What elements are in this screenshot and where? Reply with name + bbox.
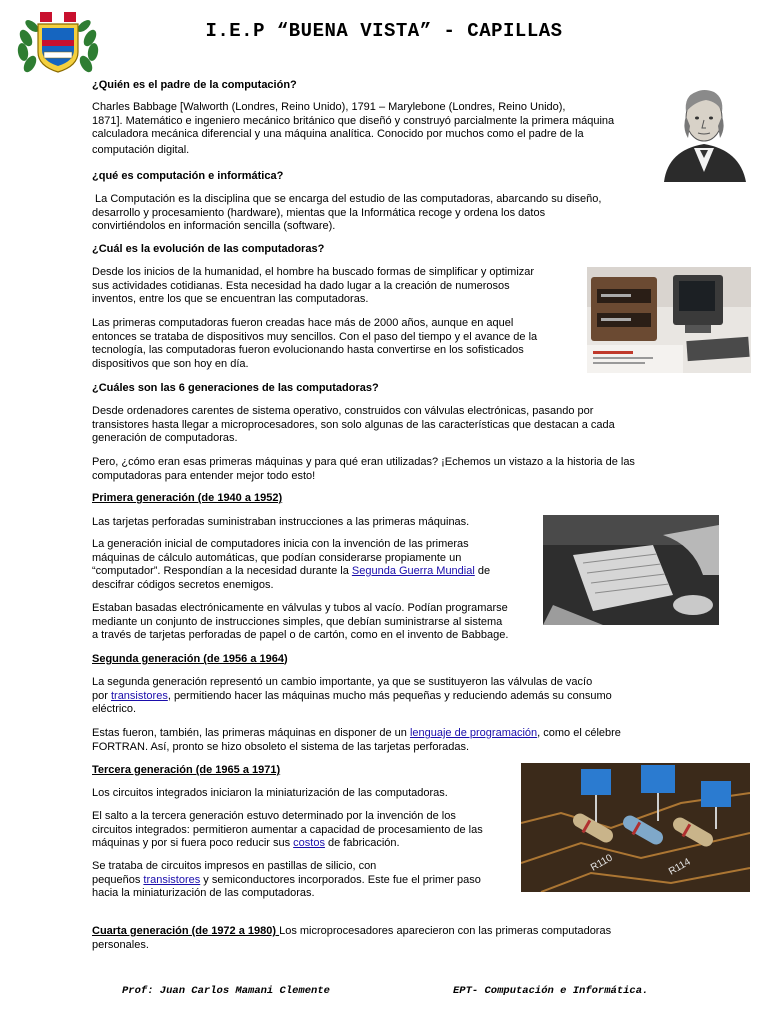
text-line: descifrar códigos secretos enemigos.	[92, 578, 274, 591]
text-line: Se trataba de circuitos impresos en pastillas de silicio, con	[92, 860, 377, 872]
text-span: y semiconductores incorporados. Este fue el primer paso	[200, 873, 481, 886]
gen2-paragraph-2	[92, 727, 621, 754]
text-line: hacia la miniaturización de las computadoras.	[92, 887, 315, 899]
text-line	[92, 874, 481, 888]
link-costos[interactable]: costos	[293, 837, 325, 849]
text-span: , permitiendo hacer las máquinas mucho más pequeñas y reduciendo además su consumo	[167, 689, 612, 702]
text-line: El salto a la tercera generación estuvo determinado por la invención de los	[92, 810, 456, 822]
text-line: Estaban basadas electrónicamente en válvulas y tubos al vacío. Podían programarse	[92, 602, 508, 614]
text-line: generación de computadoras.	[92, 432, 238, 444]
text-line: mediante un conjunto de instrucciones simples, que debían suministrarse al sistema	[92, 615, 503, 628]
school-crest-logo	[14, 8, 102, 76]
text-line: entonces se trataba de dispositivos muy sencillos. Con el paso del tiempo y el avance de la	[92, 330, 538, 343]
question-evolution: ¿Cuál es la evolución de las computadoras?	[92, 243, 325, 255]
text-line: dispositivos que son hoy en día.	[92, 357, 249, 370]
text-line: eléctrico.	[92, 703, 137, 715]
text-line	[92, 727, 621, 741]
text-span: máquinas y por si fuera poco reducir sus	[92, 837, 294, 849]
gen3-paragraph-3	[92, 860, 481, 901]
text-line: Desde ordenadores carentes de sistema operativo, construidos con válvulas electrónicas, pasando por	[92, 405, 594, 417]
text-line	[92, 565, 490, 579]
gen3-paragraph-2	[92, 810, 483, 851]
text-line: Pero, ¿cómo eran esas primeras máquinas y para qué eran utilizadas? ¡Echemos un vistazo a la historia de las	[92, 456, 635, 468]
text-line: Desde los inicios de la humanidad, el hombre ha buscado formas de simplificar y optimizar	[92, 266, 535, 278]
gen1-paragraph-3	[92, 602, 508, 643]
generations-paragraph-2	[92, 456, 635, 483]
babbage-portrait-image	[656, 76, 752, 182]
text-line: La segunda generación representó un cambio importante, ya que se sustituyeron las válvulas de vacío	[92, 676, 593, 688]
link-transistores-2[interactable]: transistores	[143, 873, 201, 886]
text-line: Las primeras computadoras fueron creadas hace más de 2000 años, aunque en aquel	[92, 317, 514, 329]
generations-paragraph-1	[92, 405, 615, 446]
text-span: , como el célebre	[537, 727, 621, 739]
text-line: inventos, entre los que se encuentran las computadoras.	[92, 293, 369, 305]
link-segunda-guerra-mundial[interactable]: Segunda Guerra Mundial	[351, 565, 475, 577]
circuit-board-image	[521, 763, 750, 892]
gen2-paragraph-1	[92, 676, 612, 717]
babbage-paragraph	[92, 101, 614, 157]
text-line	[92, 690, 612, 704]
text-line: sus actividades cotidianas. Esta necesidad ha dado lugar a la creación de numerosos	[92, 279, 510, 292]
computing-definition-paragraph	[92, 193, 601, 234]
text-span: de	[474, 565, 491, 577]
text-line: transistores hasta llegar a microprocesadores, son solo algunas de las características que destacan a cada	[92, 418, 615, 431]
gen1-paragraph-1: Las tarjetas perforadas suministraban instrucciones a las primeras máquinas.	[92, 516, 470, 528]
text-line	[92, 837, 483, 851]
link-transistores[interactable]: transistores	[110, 689, 168, 702]
vintage-computers-image	[587, 267, 751, 373]
evolution-paragraph-1	[92, 266, 534, 307]
resistor-label-r110: R110	[589, 852, 615, 874]
text-span: Los microprocesadores aparecieron con las primeras computadoras	[279, 925, 612, 937]
link-lenguaje-de-programacion[interactable]: lenguaje de programación	[409, 727, 538, 739]
punch-card-machine-image	[543, 515, 719, 625]
text-line: Charles Babbage [Walworth (Londres, Reino Unido), 1791 – Marylebone (Londres, Reino Unido),	[92, 101, 566, 113]
text-line: La Computación es la disciplina que se encarga del estudio de las computadoras, abarcando su diseño,	[92, 193, 602, 205]
text-span: por	[92, 689, 111, 702]
heading-third-generation: Tercera generación (de 1965 a 1971)	[92, 764, 281, 776]
text-span: de fabricación.	[324, 837, 400, 849]
resistor-label-r114: R114	[667, 856, 693, 878]
footer-course-name: EPT- Computación e Informática.	[453, 985, 649, 997]
text-line: calculadora mecánica diferencial y una máquina analítica. Conocido por muchos como el padre de la	[92, 128, 584, 140]
question-father-of-computing: ¿Quién es el padre de la computación?	[92, 79, 297, 91]
text-line: máquinas de cálculo automáticas, que podían considerarse propiamente un	[92, 551, 462, 564]
text-line: a través de tarjetas perforadas de papel o de cartón, como en el invento de Babbage.	[92, 629, 509, 641]
text-line: FORTRAN. Así, pronto se hizo obsoleto el sistema de las tarjetas perforadas.	[92, 740, 470, 753]
footer-teacher-name: Prof: Juan Carlos Mamani Clemente	[122, 985, 330, 997]
heading-text: Segunda generación (de 1956 a 1964	[92, 653, 284, 665]
evolution-paragraph-2	[92, 317, 537, 371]
heading-fourth-generation: Cuarta generación (de 1972 a 1980)	[92, 925, 280, 937]
heading-first-generation: Primera generación (de 1940 a 1952)	[92, 492, 283, 504]
gen1-paragraph-2	[92, 538, 490, 592]
text-line	[92, 925, 611, 939]
text-span: “computador”. Respondían a la necesidad durante la	[92, 565, 352, 577]
text-line: tecnología, las computadoras fueron evolucionando hasta convertirse en los sofisticados	[92, 344, 524, 356]
text-line: computadoras para entender mejor todo esto!	[92, 469, 316, 482]
question-computing-informatics: ¿qué es computación e informática?	[92, 170, 284, 182]
heading-second-generation	[92, 653, 288, 665]
gen3-paragraph-1: Los circuitos integrados iniciaron la miniaturización de las computadoras.	[92, 787, 448, 799]
page-title: I.E.P “BUENA VISTA” - CAPILLAS	[205, 20, 563, 42]
text-line: desarrollo y procesamiento (hardware), mientas que la Informática recoge y ordena los datos	[92, 206, 546, 219]
text-line: La generación inicial de computadores inicia con la invención de las primeras	[92, 538, 469, 550]
heading-text: )	[283, 653, 288, 665]
text-span: pequeños	[92, 873, 144, 886]
text-line: computación digital.	[92, 143, 190, 156]
text-line: 1871]. Matemático e ingeniero mecánico británico que diseñó y construyó parcialmente la primera máquina	[92, 114, 615, 127]
text-line: convirtiéndolos en información sencilla (software).	[92, 220, 336, 232]
gen4-paragraph	[92, 925, 611, 952]
question-six-generations: ¿Cuáles son las 6 generaciones de las computadoras?	[92, 382, 379, 394]
text-line: circuitos integrados: permitieron aumentar a capacidad de procesamiento de las	[92, 823, 483, 836]
text-line: personales.	[92, 938, 149, 951]
text-span: Estas fueron, también, las primeras máquinas en disponer de un	[92, 727, 410, 739]
